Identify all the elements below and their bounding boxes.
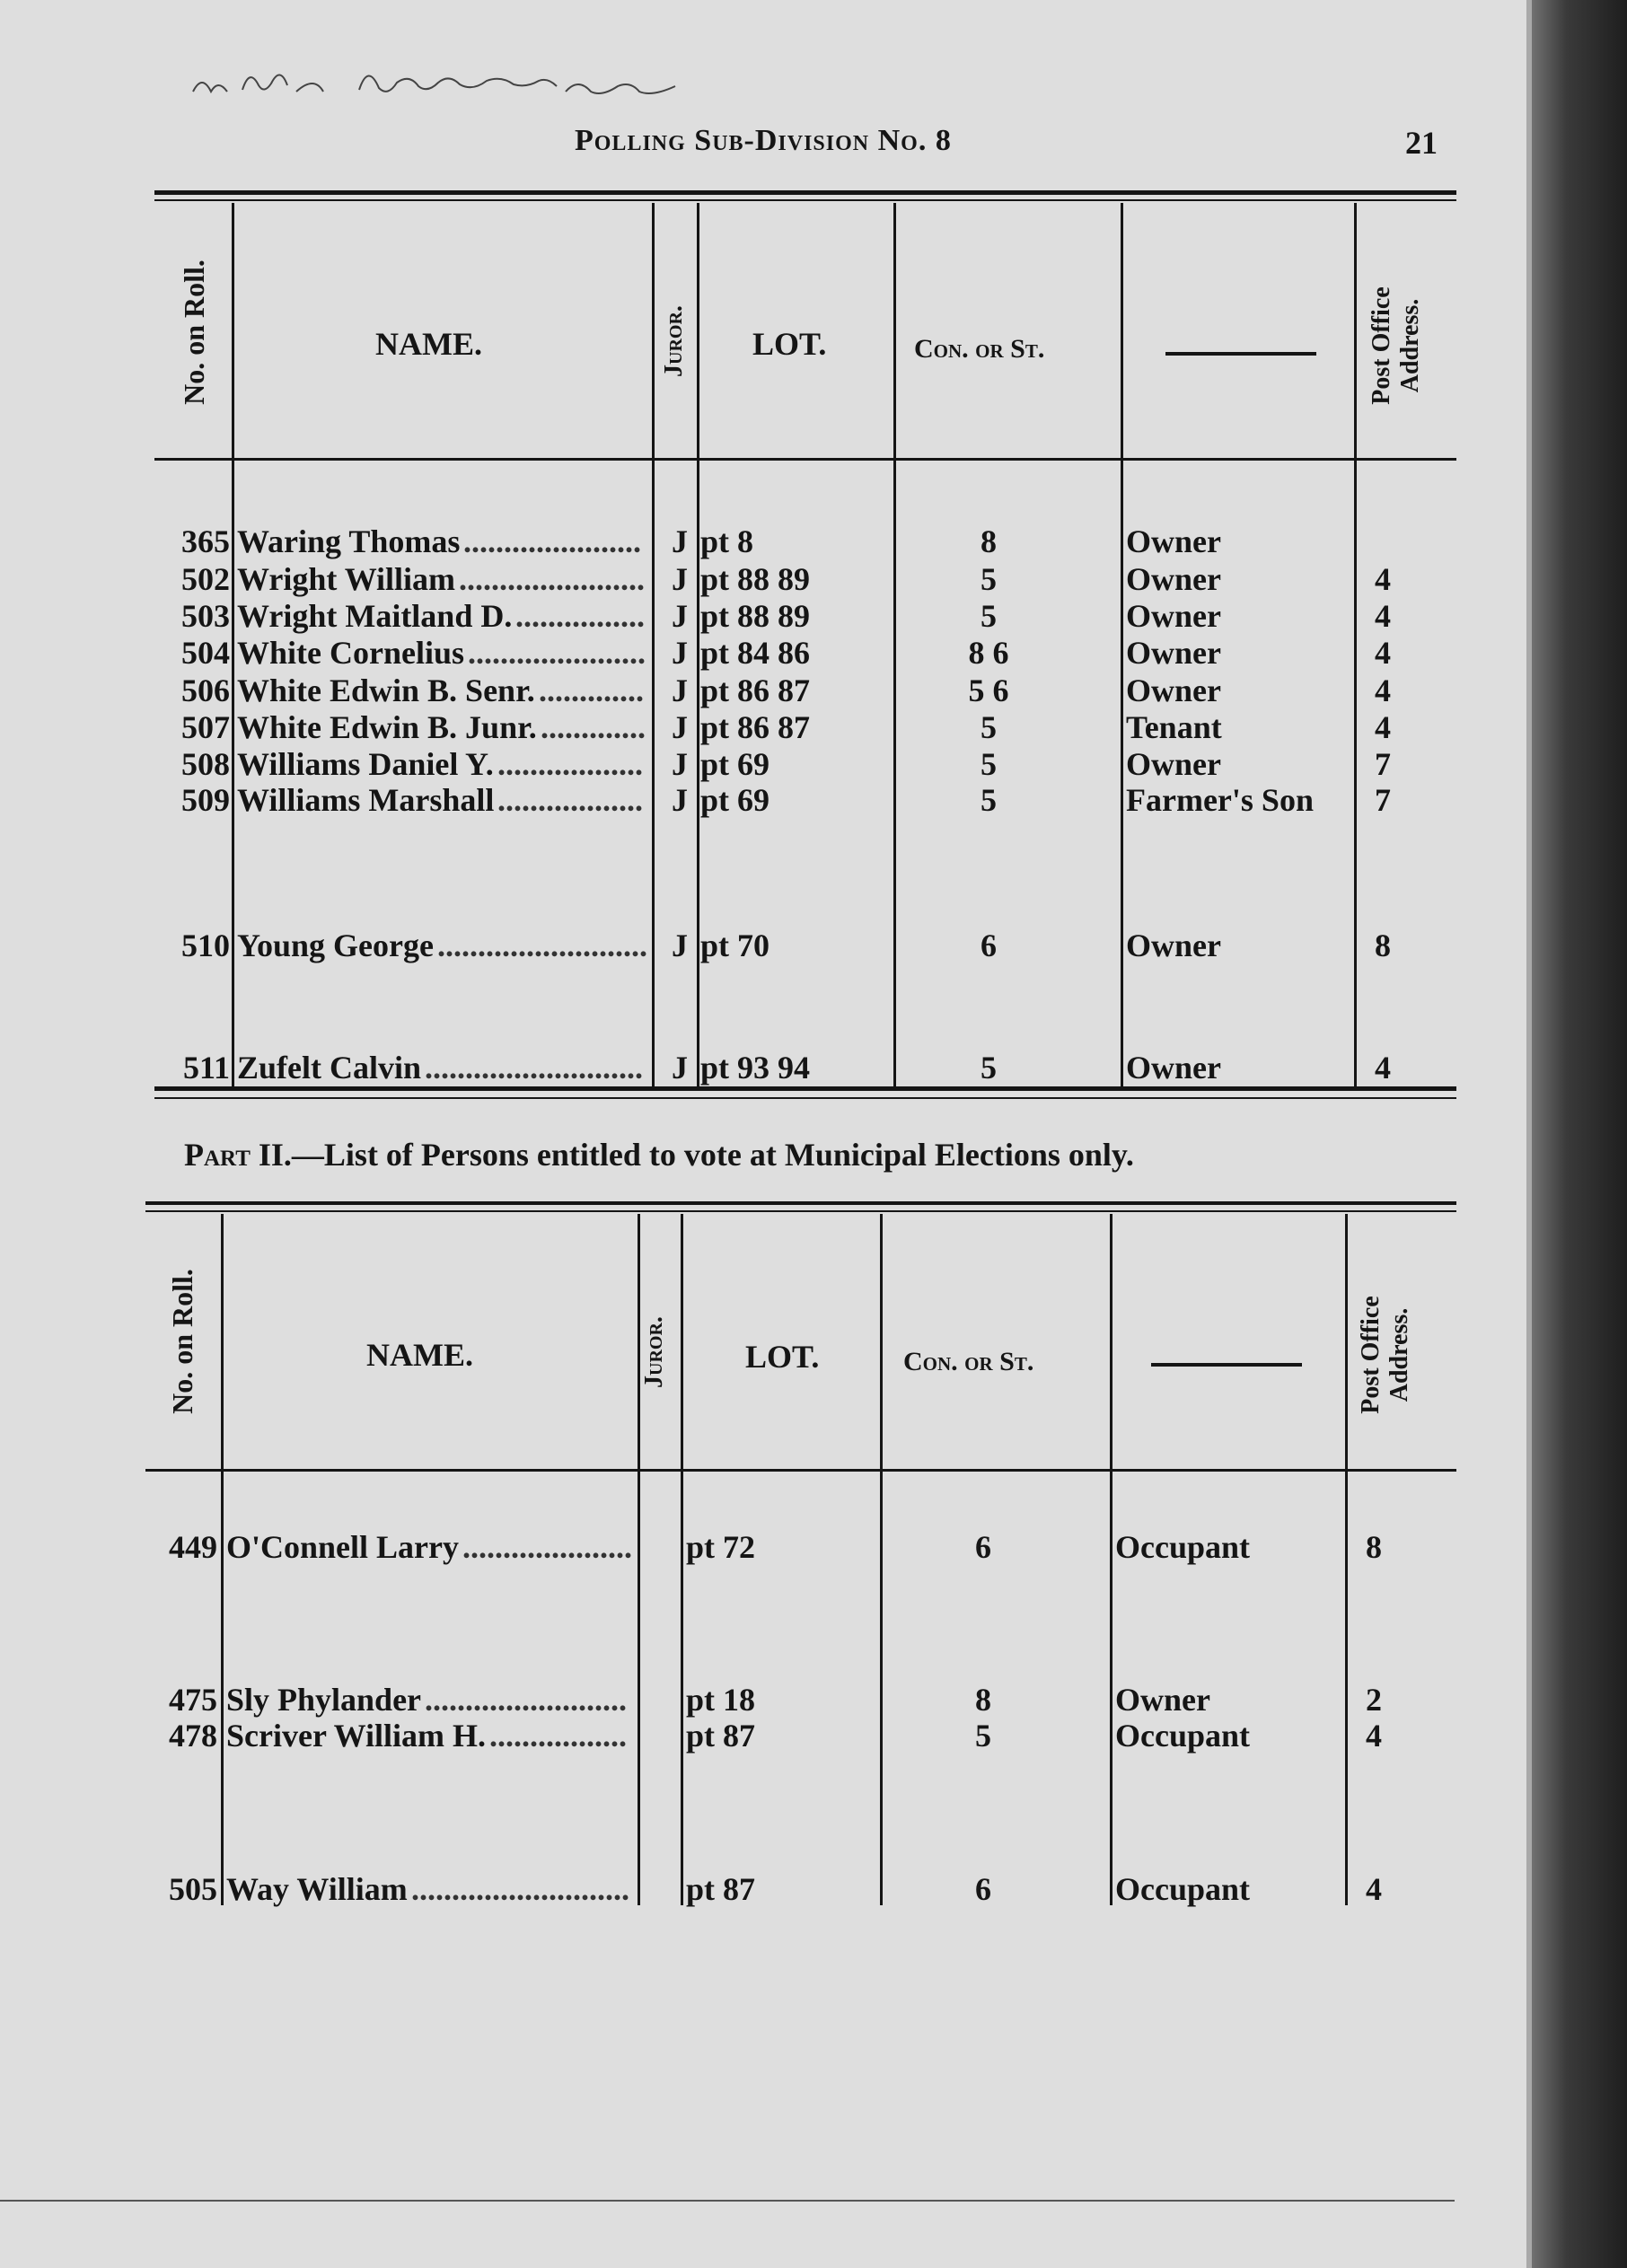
header-blank-class: [1151, 1363, 1302, 1367]
leader-dots: .................: [489, 1718, 627, 1754]
table-row: [0, 708, 1455, 746]
voter-class: Occupant: [1115, 1871, 1251, 1907]
leader-dots: .......................: [459, 561, 645, 597]
roll-number: 475: [169, 1682, 217, 1718]
voter-name: Waring Thomas: [237, 523, 461, 559]
header-no-on-roll: No. on Roll.: [166, 1269, 198, 1414]
part2-title-text: —List of Persons entitled to vote at Municipal Elections only.: [291, 1137, 1134, 1173]
post-office-number: 7: [1375, 782, 1391, 818]
lot-number: pt 8: [700, 523, 754, 559]
voter-class: Farmer's Son: [1126, 782, 1314, 818]
voter-name: Wright Maitland D.: [237, 598, 513, 634]
concession: 6: [975, 1529, 991, 1565]
voter-class: Tenant: [1126, 709, 1222, 745]
voter-name: Sly Phylander: [226, 1682, 422, 1718]
lot-number: pt 87: [686, 1871, 756, 1907]
leader-dots: ..................: [497, 782, 643, 818]
post-office-number: 4: [1375, 672, 1391, 708]
page-number: 21: [1405, 125, 1438, 161]
concession: 8: [981, 523, 997, 559]
leader-dots: .........................: [425, 1682, 627, 1718]
page-bottom-rule: [0, 2200, 1455, 2202]
voter-class: Occupant: [1115, 1529, 1251, 1565]
table-row: [0, 927, 1455, 964]
roll-number: 507: [181, 709, 230, 745]
header-name: NAME.: [375, 326, 482, 362]
post-office-number: 4: [1366, 1718, 1382, 1754]
juror-mark: J: [672, 635, 688, 671]
concession: 5: [981, 561, 997, 597]
concession: 8 6: [968, 635, 1009, 671]
lot-number: pt 93 94: [700, 1050, 811, 1086]
juror-mark: J: [672, 1050, 688, 1086]
post-office-number: 4: [1375, 598, 1391, 634]
concession: 6: [981, 927, 997, 963]
lot-number: pt 70: [700, 927, 770, 963]
post-office-number: 8: [1375, 927, 1391, 963]
voter-name: Williams Marshall: [237, 782, 495, 818]
header-blank-class: [1165, 352, 1316, 356]
voter-name: White Edwin B. Junr.: [237, 709, 537, 745]
juror-mark: J: [672, 598, 688, 634]
book-spine: [1526, 0, 1627, 2268]
lot-number: pt 86 87: [700, 672, 811, 708]
concession: 5: [981, 598, 997, 634]
table-row: [0, 1717, 1455, 1754]
header-juror: Juror.: [660, 305, 688, 377]
juror-mark: J: [672, 561, 688, 597]
roll-number: 504: [181, 635, 230, 671]
voter-class: Owner: [1126, 561, 1221, 597]
part1-bottom-rule-thin: [154, 1097, 1456, 1099]
juror-mark: J: [672, 746, 688, 782]
juror-mark: J: [672, 927, 688, 963]
table-row: [0, 1681, 1455, 1719]
header-lot: LOT.: [752, 326, 827, 362]
voter-name: White Cornelius: [237, 635, 465, 671]
part2-top-rule: [145, 1201, 1456, 1205]
header-no-on-roll: No. on Roll.: [178, 259, 210, 405]
roll-number: 506: [181, 672, 230, 708]
part1-top-rule: [154, 190, 1456, 195]
voter-name: Young George: [237, 927, 434, 963]
roll-number: 365: [181, 523, 230, 559]
voter-class: Owner: [1126, 1050, 1221, 1086]
concession: 5: [981, 746, 997, 782]
lot-number: pt 72: [686, 1529, 756, 1565]
roll-number: 478: [169, 1718, 217, 1754]
post-office-number: 4: [1375, 635, 1391, 671]
voter-class: Occupant: [1115, 1718, 1251, 1754]
part2-top-rule-thin: [145, 1210, 1456, 1212]
leader-dots: ...........................: [425, 1050, 643, 1086]
concession: 5: [981, 1050, 997, 1086]
voter-class: Owner: [1126, 672, 1221, 708]
table-row: [0, 1528, 1455, 1566]
voter-class: Owner: [1126, 746, 1221, 782]
leader-dots: ......................: [468, 635, 646, 671]
lot-number: pt 88 89: [700, 561, 811, 597]
roll-number: 502: [181, 561, 230, 597]
handwritten-annotation: [189, 56, 745, 110]
concession: 6: [975, 1871, 991, 1907]
voter-name: O'Connell Larry: [226, 1529, 459, 1565]
part1-header-rule: [154, 458, 1456, 461]
post-office-number: 8: [1366, 1529, 1382, 1565]
table-row: [0, 781, 1455, 819]
lot-number: pt 86 87: [700, 709, 811, 745]
leader-dots: ......................: [463, 523, 641, 559]
table-row: [0, 523, 1455, 560]
header-con-or-st: Con. or St.: [903, 1347, 1034, 1376]
lot-number: pt 88 89: [700, 598, 811, 634]
concession: 8: [975, 1682, 991, 1718]
table-row: [0, 672, 1455, 709]
concession: 5: [975, 1718, 991, 1754]
table-row: [0, 1049, 1455, 1086]
voter-name: Way William: [226, 1871, 408, 1907]
header-post-office: Post Office Address.: [1368, 286, 1424, 405]
part2-title: [184, 1136, 1134, 1174]
leader-dots: .............: [541, 709, 646, 745]
voter-name: Wright William: [237, 561, 456, 597]
leader-dots: ..................: [497, 746, 643, 782]
voter-name: White Edwin B. Senr.: [237, 672, 535, 708]
voter-class: Owner: [1126, 523, 1221, 559]
voter-class: Owner: [1115, 1682, 1210, 1718]
juror-mark: J: [672, 782, 688, 818]
lot-number: pt 84 86: [700, 635, 811, 671]
roll-number: 510: [181, 927, 230, 963]
juror-mark: J: [672, 709, 688, 745]
header-juror: Juror.: [640, 1316, 668, 1388]
juror-mark: J: [672, 672, 688, 708]
table-row: [0, 745, 1455, 783]
post-office-number: 4: [1375, 1050, 1391, 1086]
concession: 5: [981, 782, 997, 818]
lot-number: pt 87: [686, 1718, 756, 1754]
table-row: [0, 1870, 1455, 1908]
table-row: [0, 597, 1455, 635]
leader-dots: .............: [539, 672, 644, 708]
post-office-number: 2: [1366, 1682, 1382, 1718]
header-lot: LOT.: [745, 1339, 820, 1375]
post-office-number: 4: [1375, 561, 1391, 597]
lot-number: pt 69: [700, 746, 770, 782]
roll-number: 449: [169, 1529, 217, 1565]
voter-class: Owner: [1126, 635, 1221, 671]
part1-top-rule-thin: [154, 199, 1456, 201]
roll-number: 505: [169, 1871, 217, 1907]
lot-number: pt 69: [700, 782, 770, 818]
juror-mark: J: [672, 523, 688, 559]
header-post-office: Post Office Address.: [1357, 1296, 1413, 1414]
concession: 5: [981, 709, 997, 745]
roll-number: 511: [182, 1050, 230, 1086]
post-office-number: 7: [1375, 746, 1391, 782]
page-edge: [1526, 0, 1532, 2268]
part2-header-rule: [145, 1469, 1456, 1472]
post-office-number: 4: [1366, 1871, 1382, 1907]
header-name: NAME.: [366, 1337, 473, 1373]
roll-number: 503: [181, 598, 230, 634]
lot-number: pt 18: [686, 1682, 756, 1718]
roll-number: 508: [181, 746, 230, 782]
roll-number: 509: [181, 782, 230, 818]
voter-name: Zufelt Calvin: [237, 1050, 422, 1086]
leader-dots: ................: [515, 598, 645, 634]
voter-class: Owner: [1126, 927, 1221, 963]
leader-dots: ...........................: [411, 1871, 629, 1907]
part1-bottom-rule: [154, 1086, 1456, 1091]
header-con-or-st: Con. or St.: [914, 334, 1045, 364]
leader-dots: .....................: [462, 1529, 632, 1565]
part2-title-prefix: Part II.: [184, 1137, 292, 1173]
running-head: Polling Sub-Division No. 8: [575, 124, 952, 157]
concession: 5 6: [968, 672, 1009, 708]
voter-name: Williams Daniel Y.: [237, 746, 494, 782]
table-row: [0, 634, 1455, 672]
leader-dots: ..........................: [437, 927, 647, 963]
post-office-number: 4: [1375, 709, 1391, 745]
voter-name: Scriver William H.: [226, 1718, 486, 1754]
voter-class: Owner: [1126, 598, 1221, 634]
table-row: [0, 560, 1455, 598]
